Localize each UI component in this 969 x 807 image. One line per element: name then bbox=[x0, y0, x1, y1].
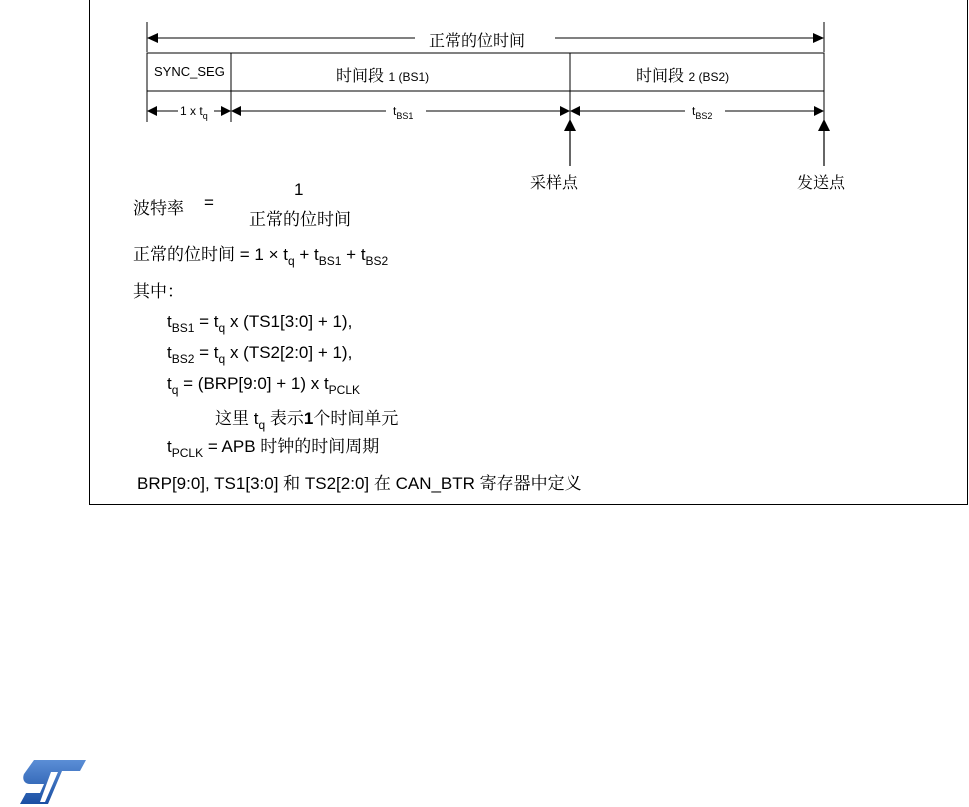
register-note: BRP[9:0], TS1[3:0] 和 TS2[2:0] 在 CAN_BTR 寄存器中定义 bbox=[137, 474, 582, 493]
sample-point-pointer-head bbox=[564, 119, 576, 131]
transmit-point-label: 发送点 bbox=[797, 175, 846, 192]
fraction-numerator: 1 bbox=[294, 180, 304, 199]
tpclk-formula: $t_{PCLK}$ = APB 时钟的时间周期 bbox=[167, 437, 380, 460]
baud-rate-label: 波特率 bbox=[133, 199, 184, 218]
nominal-bit-time-label: 正常的位时间 bbox=[429, 33, 526, 50]
bs1-segment-label: 时间段 1 (BS1) bbox=[336, 68, 430, 85]
bs2-arrowhead-right bbox=[814, 106, 824, 116]
bit-time-arrowhead-left bbox=[147, 33, 158, 43]
bs1-arrowhead-right bbox=[560, 106, 570, 116]
tq-dimension-label: 1 x $t_q$ bbox=[180, 104, 208, 121]
tbs1-formula: $t_{BS1} = t_q$ x (TS1[3:0] + 1), bbox=[167, 312, 353, 335]
bs2-arrowhead-left bbox=[570, 106, 580, 116]
fraction-denominator: 正常的位时间 bbox=[249, 210, 351, 229]
baud-equals: = bbox=[204, 193, 214, 212]
tq-arrowhead-left bbox=[147, 106, 157, 116]
sample-point-label: 采样点 bbox=[530, 175, 579, 192]
bit-timing-figure bbox=[89, 0, 968, 505]
tq-note: 这里 $t_q$ 表示1个时间单元 bbox=[215, 409, 399, 432]
tbs2-formula: $t_{BS2} = t_q$ x (TS2[2:0] + 1), bbox=[167, 343, 353, 366]
st-logo bbox=[18, 758, 90, 806]
bit-time-formula: 正常的位时间 = $1 \times t_q + t_{BS1} + t_{BS2}$ bbox=[133, 245, 389, 268]
tq-arrowhead-right bbox=[221, 106, 231, 116]
bs2-segment-label: 时间段 2 (BS2) bbox=[636, 68, 730, 85]
sync-seg-label: SYNC_SEG bbox=[154, 64, 225, 79]
transmit-point-pointer-head bbox=[818, 119, 830, 131]
tbs1-dimension-label: $t_{BS1}$ bbox=[393, 104, 414, 121]
bs1-arrowhead-left bbox=[231, 106, 241, 116]
where-label: 其中： bbox=[133, 282, 184, 301]
tq-formula: $t_q$ = (BRP[9:0] + 1) x $t_{PCLK}$ bbox=[167, 374, 361, 397]
tbs2-dimension-label: $t_{BS2}$ bbox=[692, 104, 713, 121]
bit-time-arrowhead-right bbox=[813, 33, 824, 43]
